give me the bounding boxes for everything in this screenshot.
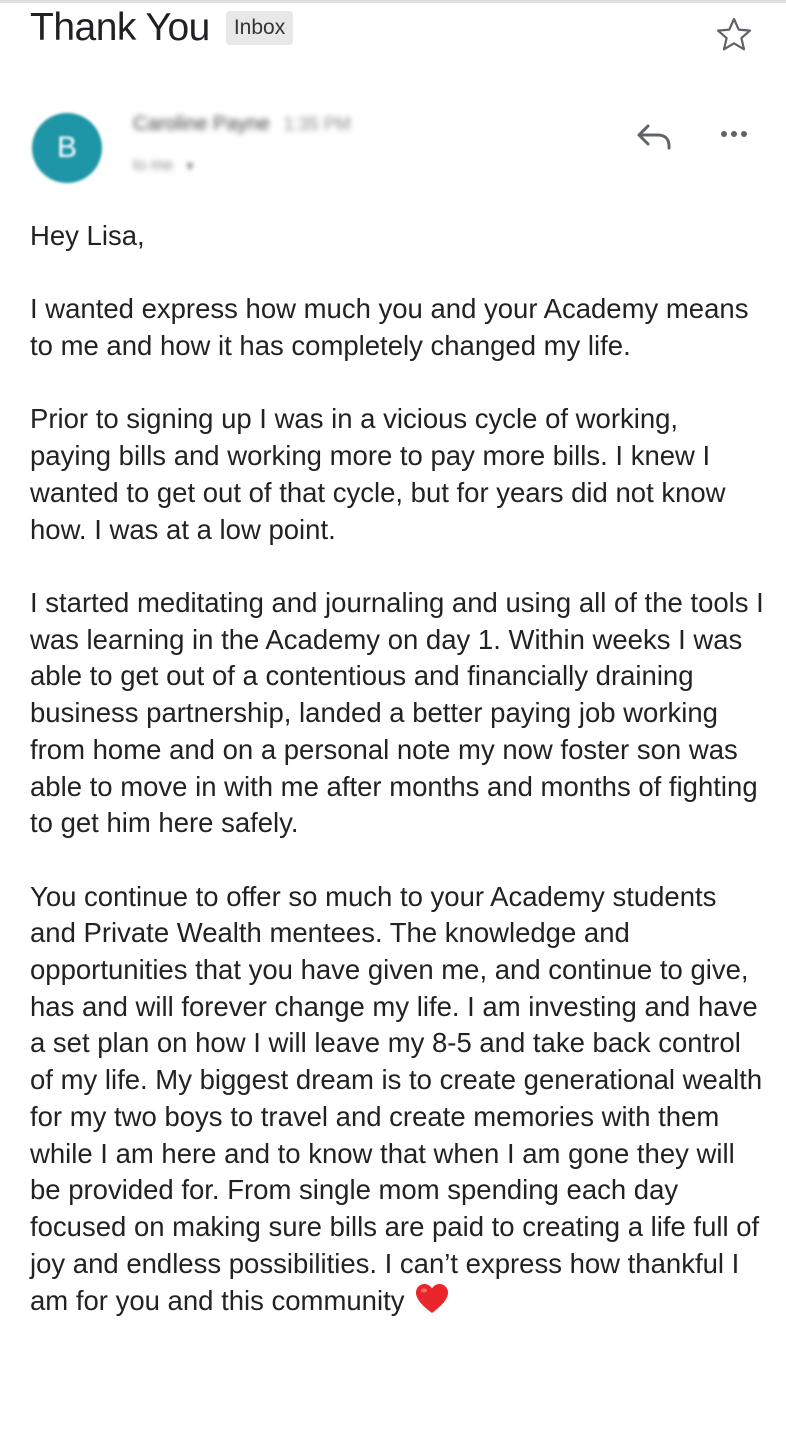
star-icon[interactable] [714, 15, 754, 55]
inbox-label-badge[interactable]: Inbox [226, 11, 293, 45]
more-dot [721, 131, 727, 137]
email-header [30, 4, 293, 52]
body-paragraph-3: I started meditating and journaling and using all of the tools I was learning in the Academy on day 1. Within weeks I was able to get out of a contentious and financially draining business partnership, landed a better paying job working from home and on a personal note my now foster son was able to move in with me after months and months of fighting to get him here safely. [30, 586, 764, 839]
body-paragraph-1: I wanted express how much you and your Academy means to me and how it has completely changed my life. [30, 293, 749, 362]
email-body [30, 218, 765, 1357]
recipient-details[interactable] [133, 157, 197, 175]
sent-time: 1:35 PM [283, 114, 351, 134]
body-paragraph-4-wrap [30, 879, 765, 1320]
avatar-letter: B [56, 131, 77, 164]
more-options-icon[interactable] [712, 114, 756, 154]
email-subject: Thank You [30, 6, 210, 49]
red-heart-icon [414, 1282, 450, 1316]
chevron-down-icon[interactable]: ▼ [183, 158, 197, 174]
more-dot [731, 131, 737, 137]
sender-line[interactable] [133, 113, 351, 136]
recipient-text: to me [133, 157, 174, 174]
top-divider [0, 0, 786, 3]
greeting: Hey Lisa, [30, 220, 145, 251]
body-paragraph-4: You continue to offer so much to your Academy students and Private Wealth mentees. The knowledge and opportunities that you have given me, and continue to give, has and will forever change my life. I am investing and have a set plan on how I will leave my 8-5 and take back control of my life. My biggest dream is to create generational wealth for my two boys to travel and create memories with them while I am here and to know that when I am gone they will be provided for. From single mom spending each day focused on making sure bills are paid to creating a life full of joy and endless possibilities. I can’t express how thankful I am for you and this community [30, 880, 763, 1317]
more-dot [741, 131, 747, 137]
sender-name: Caroline Payne [133, 113, 270, 135]
reply-icon[interactable] [632, 116, 676, 156]
body-paragraph-2: Prior to signing up I was in a vicious cycle of working, paying bills and working more to pay more bills. I knew I wanted to get out of that cycle, but for years did not know how. I was at a low point. [30, 403, 726, 545]
sender-avatar[interactable] [32, 113, 102, 183]
